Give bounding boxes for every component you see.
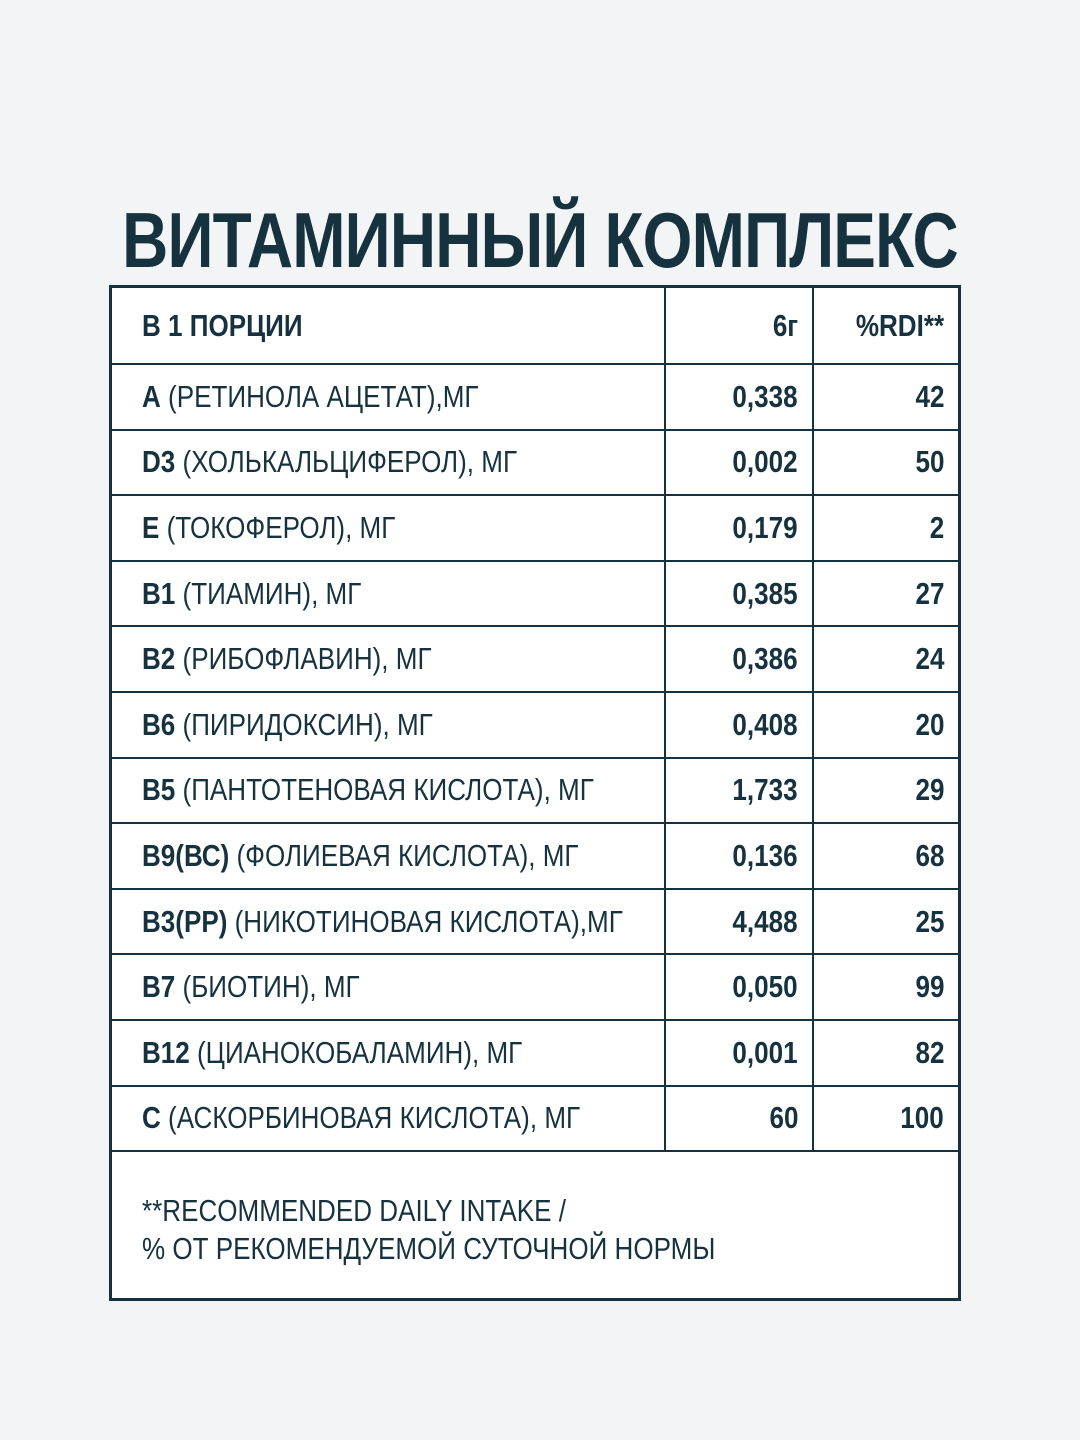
table-row [112,1020,958,1086]
vitamin-name-cell [112,692,665,758]
rdi-cell: 2 [813,495,958,561]
table-row [112,626,958,692]
vitamin-code: В12 [142,1034,190,1070]
vitamin-name-cell [112,823,665,889]
vitamin-description: (ПАНТОТЕНОВАЯ КИСЛОТА), МГ [175,772,594,808]
vitamin-table [112,288,958,1152]
vitamin-name-cell [112,1086,665,1152]
amount-cell: 0,001 [665,1020,813,1086]
vitamin-name-cell [112,758,665,824]
vitamin-description: (ПИРИДОКСИН), МГ [175,706,433,742]
header-value-label: 6г [665,288,813,364]
table-row [112,364,958,430]
vitamin-description: (АСКОРБИНОВАЯ КИСЛОТА), МГ [160,1100,581,1136]
table-row [112,561,958,627]
amount-cell: 0,338 [665,364,813,430]
rdi-cell: 27 [813,561,958,627]
footnote-line-1: **RECOMMENDED DAILY INTAKE / [142,1193,566,1229]
amount-cell: 4,488 [665,889,813,955]
amount-cell: 0,386 [665,626,813,692]
vitamin-description: (ЦИАНОКОБАЛАМИН), МГ [189,1034,523,1070]
vitamin-code: D3 [142,444,176,480]
vitamin-name-cell [112,889,665,955]
rdi-cell: 24 [813,626,958,692]
table-header-row [112,288,958,364]
vitamin-name-cell [112,495,665,561]
rdi-cell: 50 [813,430,958,496]
vitamin-description: (ХОЛЬКАЛЬЦИФЕРОЛ), МГ [175,444,518,480]
table-row [112,1086,958,1152]
vitamin-description: (НИКОТИНОВАЯ КИСЛОТА),МГ [227,903,623,939]
vitamin-name-cell [112,364,665,430]
vitamin-code: В9(ВС) [142,837,230,873]
header-serving-label: В 1 ПОРЦИИ [112,288,665,364]
vitamin-description: (ТОКОФЕРОЛ), МГ [159,509,396,545]
amount-cell: 1,733 [665,758,813,824]
table-row [112,758,958,824]
vitamin-code: В7 [142,969,176,1005]
amount-cell: 0,136 [665,823,813,889]
vitamin-code: В6 [142,706,176,742]
amount-cell: 60 [665,1086,813,1152]
vitamin-code: В1 [142,575,176,611]
vitamin-code: В3(РР) [142,903,228,939]
vitamin-description: (ТИАМИН), МГ [175,575,362,611]
nutrition-table [109,285,961,1301]
vitamin-description: (РЕТИНОЛА АЦЕТАТ),МГ [160,378,479,414]
table-row [112,495,958,561]
header-rdi-label: %RDI** [813,288,958,364]
amount-cell: 0,179 [665,495,813,561]
footnote-line-2: % ОТ РЕКОМЕНДУЕМОЙ СУТОЧНОЙ НОРМЫ [142,1231,716,1267]
rdi-cell: 29 [813,758,958,824]
vitamin-name-cell [112,626,665,692]
amount-cell: 0,385 [665,561,813,627]
vitamin-code: В2 [142,641,176,677]
vitamin-description: (БИОТИН), МГ [175,969,360,1005]
vitamin-code: А [142,378,161,414]
vitamin-name-cell [112,430,665,496]
page-title: ВИТАМИННЫЙ КОМПЛЕКС [122,196,958,285]
rdi-cell: 20 [813,692,958,758]
vitamin-name-cell [112,1020,665,1086]
amount-cell: 0,408 [665,692,813,758]
table-row [112,954,958,1020]
vitamin-description: (РИБОФЛАВИН), МГ [175,641,432,677]
table-row [112,889,958,955]
vitamin-name-cell [112,954,665,1020]
vitamin-code: С [142,1100,161,1136]
rdi-cell: 82 [813,1020,958,1086]
vitamin-code: В5 [142,772,176,808]
rdi-cell: 68 [813,823,958,889]
table-row [112,823,958,889]
table-row [112,692,958,758]
rdi-cell: 42 [813,364,958,430]
amount-cell: 0,050 [665,954,813,1020]
rdi-cell: 25 [813,889,958,955]
vitamin-code: Е [142,509,160,545]
vitamin-name-cell [112,561,665,627]
amount-cell: 0,002 [665,430,813,496]
rdi-cell: 100 [813,1086,958,1152]
footnote [112,1152,958,1268]
rdi-cell: 99 [813,954,958,1020]
vitamin-description: (ФОЛИЕВАЯ КИСЛОТА), МГ [229,837,579,873]
table-row [112,430,958,496]
